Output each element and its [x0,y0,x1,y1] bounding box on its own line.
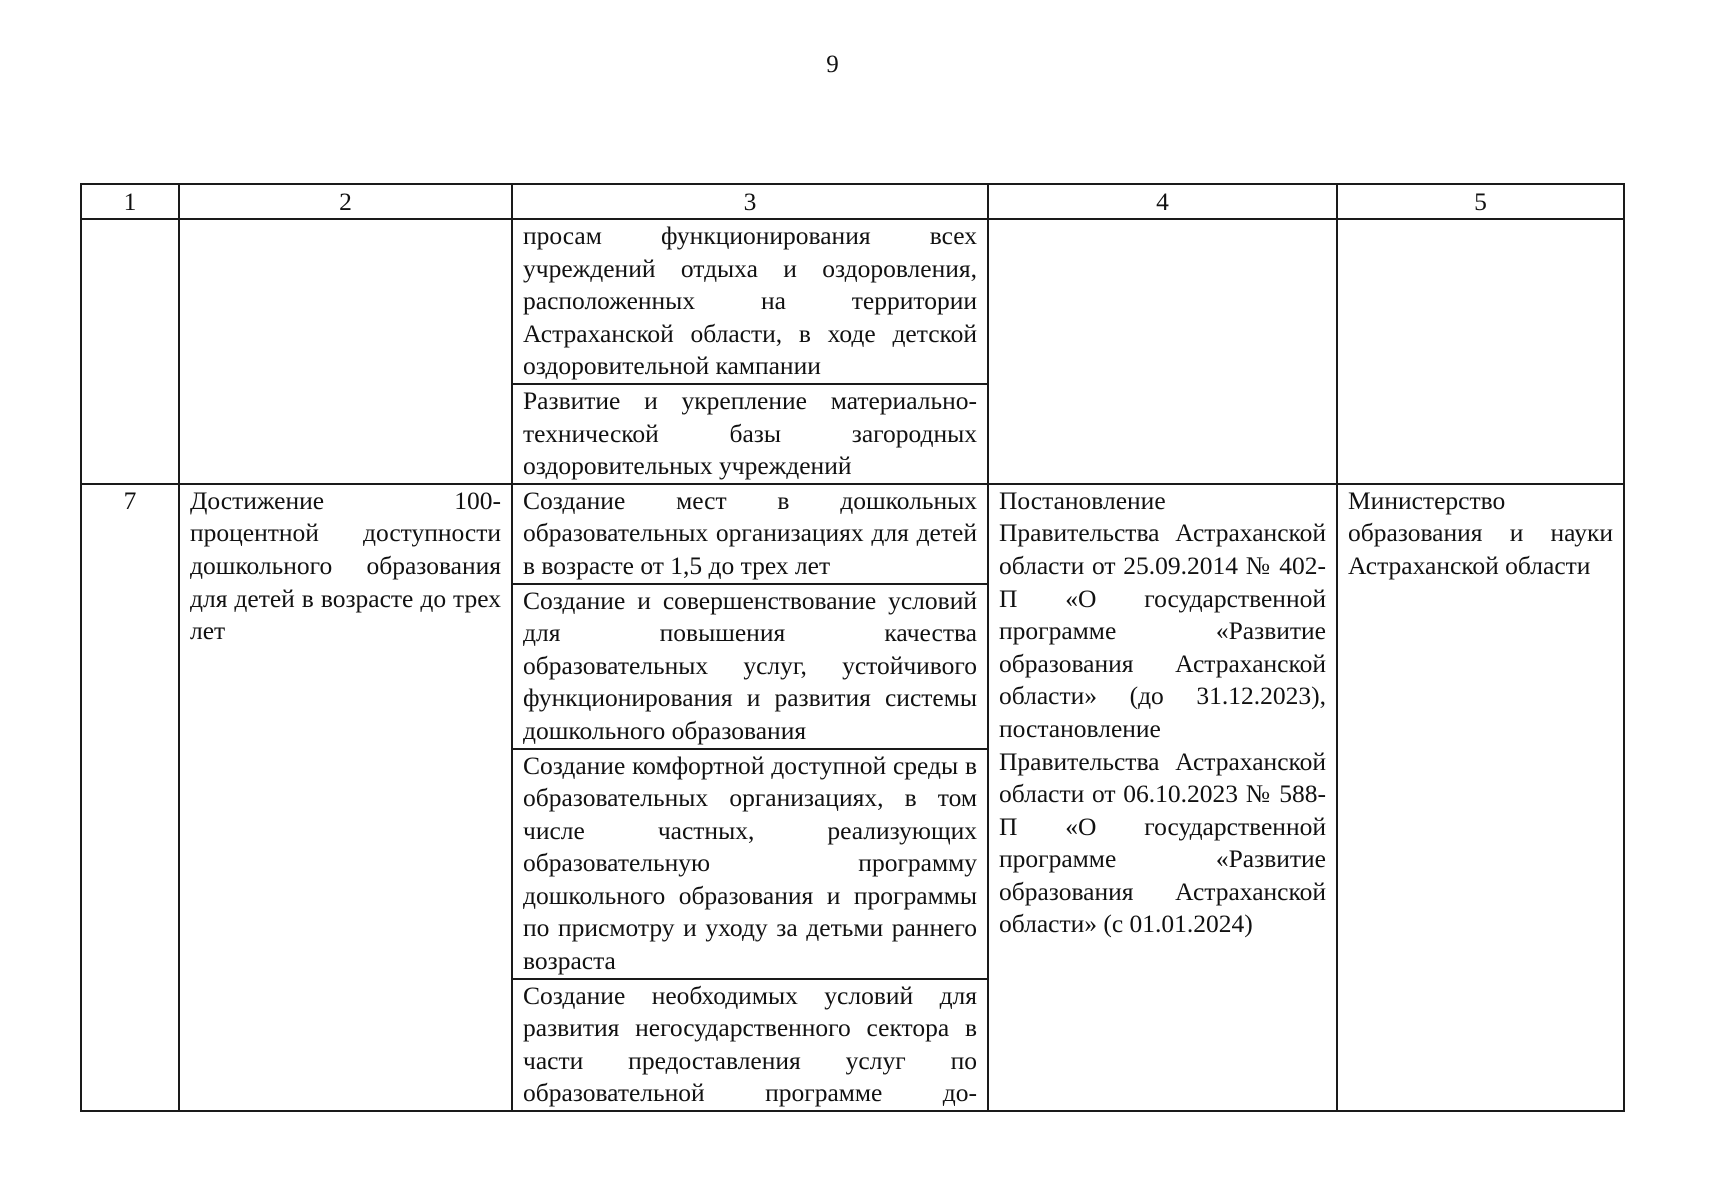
header-col-3: 3 [512,184,988,219]
cell-measures [512,484,988,1111]
measure-item: Создание комфортной доступной среды в образовательных организациях, в том числе частных, реализующих образовательную программу дошкольного образования и программы по присмотру и уходу за детьми раннего возраста [513,750,987,980]
cell-empty [179,219,512,484]
table-header-row [81,184,1624,219]
header-col-2: 2 [179,184,512,219]
measure-item: Развитие и укрепление материально-технической базы загородных оздоровительных учреждений [523,385,977,481]
page-number: 9 [826,51,839,78]
header-col-1: 1 [81,184,179,219]
header-col-5: 5 [1337,184,1624,219]
cell-measures [512,219,988,484]
measure-item: Создание необходимых условий для развития негосударственного сектора в части предоставления услуг по образовательной программе до- [523,980,977,1108]
table-row-7 [81,484,1624,1111]
cell-empty [1337,219,1624,484]
measure-item: Создание мест в дошкольных образовательных организациях для детей в возрасте от 1,5 до трех лет [513,485,987,585]
measure-item: Создание и совершенствование условий для повышения качества образовательных услуг, устойчивого функционирования и развития системы дошкольного образования [513,585,987,750]
cell-empty [81,219,179,484]
row-number: 7 [81,484,179,1111]
table-row-continuation [81,219,1624,484]
measure-list [513,485,987,1110]
goal-text: Достижение 100-процентной доступности дошкольного образования для детей в возрасте до трех лет [179,484,512,1111]
plan-table [80,183,1625,1112]
measure-list [513,220,987,483]
cell-empty [988,219,1337,484]
legal-basis-text: Постановление Правительства Астраханской области от 25.09.2014 № 402-П «О государственной программе «Развитие образования Астраханской области» (до 31.12.2023), постановление Правительства Астраханской области от 06.10.2023 № 588-П «О государственной программе «Развитие образования Астраханской области» (с 01.01.2024) [988,484,1337,1111]
responsible-body: Министерство образования и науки Астраханской области [1337,484,1624,1111]
header-col-4: 4 [988,184,1337,219]
measure-item: просам функционирования всех учреждений отдыха и оздоровления, расположенных на территории Астраханской области, в ходе детской оздоровительной кампании [513,220,987,385]
